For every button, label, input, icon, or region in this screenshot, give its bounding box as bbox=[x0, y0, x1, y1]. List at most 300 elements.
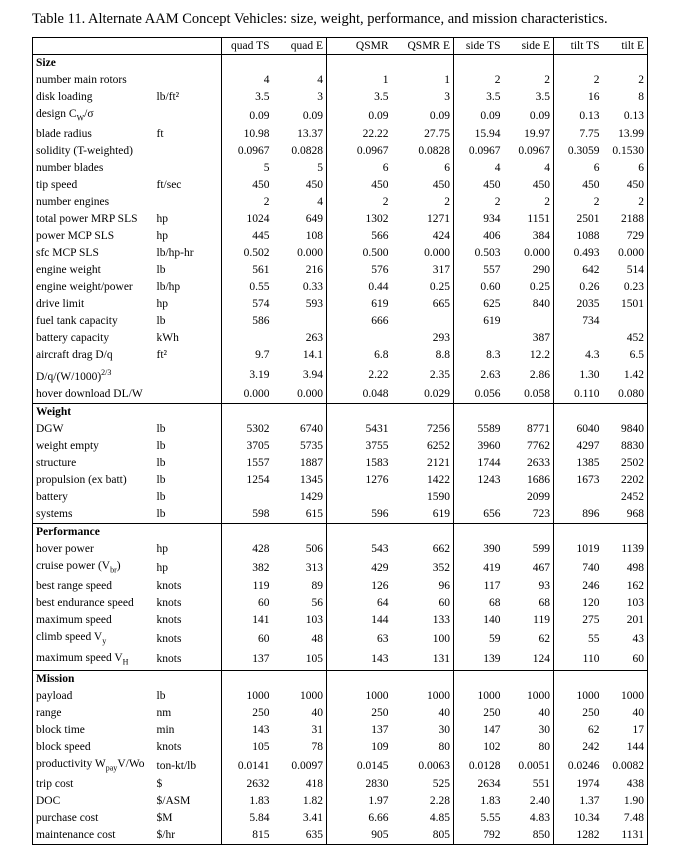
cell-qsmr: 0.048 bbox=[362, 388, 389, 401]
cell-tilt-e: 0.000 bbox=[603, 245, 648, 262]
cell-side-e: 387 bbox=[504, 330, 554, 347]
header-quad-e: quad E bbox=[273, 38, 327, 55]
row-label: best range speed bbox=[33, 578, 154, 595]
cell-side-e: 723 bbox=[504, 506, 554, 524]
cell-quad-ts: 1254 bbox=[246, 474, 270, 487]
table-row bbox=[33, 143, 648, 160]
row-label: range bbox=[33, 705, 154, 722]
table-row bbox=[33, 650, 648, 671]
cell-quad-ts: 574 bbox=[252, 298, 270, 311]
cell-qsmr: 0.0145 bbox=[356, 759, 389, 772]
section-cell bbox=[222, 671, 273, 689]
cell-side-ts: 8.3 bbox=[486, 349, 501, 362]
cell-qsmr: 1.97 bbox=[368, 795, 389, 808]
header-tilt-e: tilt E bbox=[603, 38, 648, 55]
cell-quad-ts: 1000 bbox=[246, 690, 270, 703]
cell-side-e: 3.5 bbox=[504, 89, 554, 106]
cell-side-e: 2.86 bbox=[504, 364, 554, 386]
cell-qsmr: 6.66 bbox=[368, 812, 389, 825]
cell-side-e: 40 bbox=[504, 705, 554, 722]
section-cell bbox=[327, 524, 392, 542]
cell-side-ts: 4 bbox=[494, 162, 501, 175]
row-unit: knots bbox=[154, 739, 222, 756]
cell-side-e: 62 bbox=[504, 629, 554, 649]
cell-qsmr: 0.0967 bbox=[356, 145, 389, 158]
cell-quad-e: 89 bbox=[273, 578, 327, 595]
cell-quad-ts: 382 bbox=[252, 561, 270, 574]
cell-qsmr-e: 1590 bbox=[392, 489, 454, 506]
cell-side-e: 599 bbox=[504, 541, 554, 558]
row-label: hover power bbox=[33, 541, 154, 558]
cell-qsmr-e: 8.8 bbox=[392, 347, 454, 364]
cell-tilt-e: 1131 bbox=[603, 827, 648, 845]
row-label: engine weight/power bbox=[33, 279, 154, 296]
cell-tilt-e: 40 bbox=[603, 705, 648, 722]
section-cell bbox=[327, 671, 392, 689]
cell-quad-ts: 598 bbox=[252, 508, 270, 521]
section-cell bbox=[222, 524, 273, 542]
cell-tilt-ts: 2035 bbox=[576, 298, 600, 311]
section-cell bbox=[554, 55, 603, 73]
cell-tilt-ts: 896 bbox=[582, 508, 600, 521]
cell-qsmr: 250 bbox=[371, 707, 389, 720]
section-cell bbox=[504, 671, 554, 689]
cell-quad-ts: 60 bbox=[258, 597, 270, 610]
cell-side-e: 1151 bbox=[504, 211, 554, 228]
row-unit: knots bbox=[154, 650, 222, 671]
cell-tilt-ts: 6 bbox=[593, 162, 600, 175]
cell-quad-ts: 0.000 bbox=[243, 388, 270, 401]
row-label: DGW bbox=[33, 421, 154, 438]
cell-qsmr: 576 bbox=[371, 264, 389, 277]
cell-quad-e: 4 bbox=[273, 72, 327, 89]
row-unit: $M bbox=[154, 810, 222, 827]
cell-qsmr-e: 7256 bbox=[392, 421, 454, 438]
cell-side-ts: 557 bbox=[483, 264, 501, 277]
cell-qsmr: 6.8 bbox=[374, 349, 389, 362]
row-label: sfc MCP SLS bbox=[33, 245, 154, 262]
cell-quad-e: 4 bbox=[273, 194, 327, 211]
cell-qsmr-e: 0.029 bbox=[392, 386, 454, 404]
cell-side-ts: 117 bbox=[483, 580, 501, 593]
cell-qsmr: 3755 bbox=[365, 440, 389, 453]
cell-qsmr-e: 27.75 bbox=[392, 126, 454, 143]
cell-side-ts: 2 bbox=[494, 74, 501, 86]
cell-qsmr: 0.500 bbox=[362, 247, 389, 260]
cell-qsmr: 1 bbox=[382, 74, 389, 86]
cell-quad-e: 6740 bbox=[273, 421, 327, 438]
cell-qsmr: 22.22 bbox=[362, 128, 389, 141]
row-unit: min bbox=[154, 722, 222, 739]
cell-side-ts: 656 bbox=[483, 508, 501, 521]
cell-tilt-ts: 1088 bbox=[576, 230, 600, 243]
cell-side-e: 2 bbox=[504, 72, 554, 89]
row-label: design $C_W/\sigma$ bbox=[33, 106, 154, 126]
cell-side-ts: 619 bbox=[483, 315, 501, 328]
cell-qsmr-e: 133 bbox=[392, 612, 454, 629]
table-row bbox=[33, 455, 648, 472]
cell-side-e: 80 bbox=[504, 739, 554, 756]
cell-qsmr-e: 60 bbox=[392, 595, 454, 612]
cell-quad-e: 635 bbox=[273, 827, 327, 845]
cell-side-ts: 0.503 bbox=[474, 247, 501, 260]
row-label: maximum speed bbox=[33, 612, 154, 629]
cell-tilt-ts: 120 bbox=[582, 597, 600, 610]
table-row bbox=[33, 438, 648, 455]
cell-side-ts bbox=[454, 330, 504, 347]
section-row-weight bbox=[33, 404, 648, 422]
cell-qsmr: 63 bbox=[377, 633, 389, 646]
row-label: DOC bbox=[33, 793, 154, 810]
cell-qsmr-e: 100 bbox=[392, 629, 454, 649]
row-unit: lb bbox=[154, 472, 222, 489]
cell-qsmr: 619 bbox=[371, 298, 389, 311]
section-cell bbox=[273, 404, 327, 422]
table-row bbox=[33, 106, 648, 126]
cell-qsmr: 2830 bbox=[365, 778, 389, 791]
header-side-ts: side TS bbox=[454, 38, 504, 55]
table-row bbox=[33, 595, 648, 612]
cell-tilt-ts: 55 bbox=[588, 633, 600, 646]
cell-qsmr-e: 0.09 bbox=[392, 106, 454, 126]
cell-tilt-e: 2188 bbox=[603, 211, 648, 228]
cell-quad-ts: 5 bbox=[263, 162, 270, 175]
cell-qsmr-e: 4.85 bbox=[392, 810, 454, 827]
cell-quad-e: 3.41 bbox=[273, 810, 327, 827]
row-unit: lb/hp bbox=[154, 279, 222, 296]
table-row bbox=[33, 629, 648, 649]
header-blank-unit bbox=[154, 38, 222, 55]
row-label: climb speed $V_y$ bbox=[33, 629, 154, 649]
cell-qsmr: 0.09 bbox=[368, 109, 389, 122]
cell-side-ts: 0.056 bbox=[474, 388, 501, 401]
table-row bbox=[33, 756, 648, 776]
table-row bbox=[33, 330, 648, 347]
cell-side-ts: 2.63 bbox=[480, 368, 501, 381]
cell-tilt-ts: 4.3 bbox=[585, 349, 600, 362]
cell-quad-ts: 3.5 bbox=[255, 91, 270, 103]
cell-side-e: 4 bbox=[504, 160, 554, 177]
cell-qsmr-e: 0.25 bbox=[392, 279, 454, 296]
cell-qsmr-e: 1422 bbox=[392, 472, 454, 489]
cell-quad-ts: 0.09 bbox=[249, 109, 270, 122]
cell-qsmr: 109 bbox=[371, 741, 389, 754]
row-unit: hp bbox=[154, 541, 222, 558]
cell-side-ts: 1243 bbox=[477, 474, 501, 487]
row-unit: lb bbox=[154, 455, 222, 472]
cell-tilt-e: 1000 bbox=[603, 688, 648, 705]
cell-side-ts: 5589 bbox=[477, 423, 501, 436]
section-cell bbox=[327, 404, 392, 422]
section-cell bbox=[154, 524, 222, 542]
cell-tilt-e: 103 bbox=[603, 595, 648, 612]
row-unit: knots bbox=[154, 595, 222, 612]
row-unit: kWh bbox=[154, 330, 222, 347]
row-unit: $/hr bbox=[154, 827, 222, 845]
cell-qsmr: 566 bbox=[371, 230, 389, 243]
row-unit bbox=[154, 160, 222, 177]
row-unit: knots bbox=[154, 612, 222, 629]
section-cell bbox=[327, 55, 392, 73]
cell-tilt-ts: 2501 bbox=[576, 213, 600, 226]
cell-tilt-ts: 1673 bbox=[576, 474, 600, 487]
cell-tilt-ts: 0.493 bbox=[573, 247, 600, 260]
cell-quad-ts: 428 bbox=[252, 543, 270, 556]
cell-qsmr-e: 2.28 bbox=[392, 793, 454, 810]
cell-quad-e: 450 bbox=[273, 177, 327, 194]
row-label: maximum speed $V_H$ bbox=[33, 650, 154, 671]
cell-quad-ts: 250 bbox=[252, 707, 270, 720]
cell-tilt-e: 0.080 bbox=[603, 386, 648, 404]
cell-side-e: 0.09 bbox=[504, 106, 554, 126]
cell-side-e: 30 bbox=[504, 722, 554, 739]
cell-qsmr: 450 bbox=[371, 179, 389, 192]
cell-quad-e: 108 bbox=[273, 228, 327, 245]
cell-quad-ts bbox=[222, 330, 273, 347]
cell-qsmr-e: 131 bbox=[392, 650, 454, 671]
cell-side-ts: 0.0128 bbox=[468, 759, 501, 772]
cell-quad-ts bbox=[222, 489, 273, 506]
row-unit: lb bbox=[154, 313, 222, 330]
table-row bbox=[33, 194, 648, 211]
cell-side-ts: 0.09 bbox=[480, 109, 501, 122]
cell-quad-e: 0.0097 bbox=[273, 756, 327, 776]
cell-tilt-ts: 246 bbox=[582, 580, 600, 593]
cell-qsmr: 137 bbox=[371, 724, 389, 737]
row-unit: lb bbox=[154, 688, 222, 705]
cell-side-e: 124 bbox=[504, 650, 554, 671]
cell-tilt-ts: 1019 bbox=[576, 543, 600, 556]
header-tilt-ts: tilt TS bbox=[554, 38, 603, 55]
cell-tilt-ts: 450 bbox=[582, 179, 600, 192]
cell-side-e bbox=[504, 313, 554, 330]
cell-side-ts: 1.83 bbox=[480, 795, 501, 808]
cell-tilt-e: 13.99 bbox=[603, 126, 648, 143]
cell-quad-ts: 1024 bbox=[246, 213, 270, 226]
cell-quad-e: 5735 bbox=[273, 438, 327, 455]
row-unit: hp bbox=[154, 558, 222, 578]
cell-quad-e: 14.1 bbox=[273, 347, 327, 364]
cell-quad-ts: 10.98 bbox=[243, 128, 270, 141]
cell-quad-ts: 119 bbox=[252, 580, 270, 593]
row-unit: ft² bbox=[154, 347, 222, 364]
cell-quad-e: 3 bbox=[273, 89, 327, 106]
cell-side-ts: 3960 bbox=[477, 440, 501, 453]
cell-tilt-e: 7.48 bbox=[603, 810, 648, 827]
row-label: trip cost bbox=[33, 776, 154, 793]
cell-qsmr: 2 bbox=[382, 196, 389, 209]
cell-tilt-ts: 242 bbox=[582, 741, 600, 754]
cell-side-ts bbox=[454, 489, 504, 506]
cell-quad-e: 1000 bbox=[273, 688, 327, 705]
cell-qsmr-e: 0.0828 bbox=[392, 143, 454, 160]
cell-quad-ts: 141 bbox=[252, 614, 270, 627]
cell-tilt-ts bbox=[554, 330, 603, 347]
table-row bbox=[33, 722, 648, 739]
row-label: number engines bbox=[33, 194, 154, 211]
cell-qsmr: 1302 bbox=[365, 213, 389, 226]
cell-tilt-ts: 1000 bbox=[576, 690, 600, 703]
header-qsmr: QSMR bbox=[327, 38, 392, 55]
row-label: fuel tank capacity bbox=[33, 313, 154, 330]
section-cell bbox=[392, 55, 454, 73]
table-row bbox=[33, 245, 648, 262]
cell-tilt-e: 6.5 bbox=[603, 347, 648, 364]
section-cell bbox=[273, 671, 327, 689]
cell-side-ts: 15.94 bbox=[474, 128, 501, 141]
cell-qsmr-e: 30 bbox=[392, 722, 454, 739]
cell-qsmr-e: 352 bbox=[392, 558, 454, 578]
header-quad-ts: quad TS bbox=[222, 38, 273, 55]
cell-quad-e: 615 bbox=[273, 506, 327, 524]
cell-tilt-e: 1139 bbox=[603, 541, 648, 558]
cell-side-ts: 0.0967 bbox=[468, 145, 501, 158]
cell-quad-e: 31 bbox=[273, 722, 327, 739]
cell-quad-ts: 2 bbox=[263, 196, 270, 209]
table-row bbox=[33, 228, 648, 245]
cell-quad-ts: 5302 bbox=[246, 423, 270, 436]
cell-tilt-e: 0.1530 bbox=[603, 143, 648, 160]
cell-quad-e: 506 bbox=[273, 541, 327, 558]
table-row bbox=[33, 810, 648, 827]
table-row bbox=[33, 827, 648, 845]
row-unit: hp bbox=[154, 296, 222, 313]
cell-qsmr-e: 1271 bbox=[392, 211, 454, 228]
cell-qsmr-e: 2.35 bbox=[392, 364, 454, 386]
cell-qsmr: 5431 bbox=[365, 423, 389, 436]
cell-tilt-e: 2 bbox=[603, 194, 648, 211]
cell-tilt-e: 452 bbox=[603, 330, 648, 347]
cell-tilt-ts: 62 bbox=[588, 724, 600, 737]
cell-side-e: 1000 bbox=[504, 688, 554, 705]
table-row bbox=[33, 612, 648, 629]
table-row bbox=[33, 279, 648, 296]
cell-side-ts: 5.55 bbox=[480, 812, 501, 825]
table-row bbox=[33, 364, 648, 386]
cell-quad-ts: 445 bbox=[252, 230, 270, 243]
cell-quad-ts: 60 bbox=[258, 633, 270, 646]
section-cell bbox=[603, 55, 648, 73]
data-table bbox=[32, 37, 648, 845]
row-unit bbox=[154, 106, 222, 126]
section-row-mission bbox=[33, 671, 648, 689]
row-unit bbox=[154, 386, 222, 404]
cell-side-e: 0.058 bbox=[504, 386, 554, 404]
section-cell bbox=[392, 524, 454, 542]
cell-quad-e: 216 bbox=[273, 262, 327, 279]
header-blank bbox=[33, 38, 154, 55]
cell-quad-e: 0.000 bbox=[273, 245, 327, 262]
cell-quad-ts: 0.0967 bbox=[237, 145, 270, 158]
section-row-size bbox=[33, 55, 648, 73]
cell-tilt-e: 2 bbox=[603, 72, 648, 89]
row-unit: knots bbox=[154, 629, 222, 649]
cell-qsmr: 3.5 bbox=[374, 91, 389, 103]
row-unit: ft bbox=[154, 126, 222, 143]
row-unit: ft/sec bbox=[154, 177, 222, 194]
table-row bbox=[33, 211, 648, 228]
cell-side-e: 1686 bbox=[504, 472, 554, 489]
table-row bbox=[33, 177, 648, 194]
row-label: block speed bbox=[33, 739, 154, 756]
cell-quad-ts: 137 bbox=[252, 653, 270, 666]
cell-tilt-ts: 6040 bbox=[576, 423, 600, 436]
row-unit bbox=[154, 143, 222, 160]
cell-side-ts: 0.60 bbox=[480, 281, 501, 294]
cell-quad-ts: 2632 bbox=[246, 778, 270, 791]
row-label: block time bbox=[33, 722, 154, 739]
cell-quad-ts: 450 bbox=[252, 179, 270, 192]
cell-quad-e: 103 bbox=[273, 612, 327, 629]
cell-side-e: 551 bbox=[504, 776, 554, 793]
cell-qsmr: 2.22 bbox=[368, 368, 389, 381]
cell-side-e: 0.25 bbox=[504, 279, 554, 296]
cell-tilt-ts: 2 bbox=[593, 196, 600, 209]
section-cell bbox=[554, 404, 603, 422]
section-cell bbox=[273, 55, 327, 73]
cell-qsmr-e: 2 bbox=[392, 194, 454, 211]
cell-tilt-ts: 275 bbox=[582, 614, 600, 627]
cell-side-e: 850 bbox=[504, 827, 554, 845]
table-row bbox=[33, 739, 648, 756]
row-unit: lb bbox=[154, 506, 222, 524]
row-label: weight empty bbox=[33, 438, 154, 455]
section-cell bbox=[504, 524, 554, 542]
row-label: engine weight bbox=[33, 262, 154, 279]
cell-side-e: 0.0051 bbox=[504, 756, 554, 776]
cell-tilt-e: 729 bbox=[603, 228, 648, 245]
cell-side-e: 19.97 bbox=[504, 126, 554, 143]
cell-quad-ts: 0.55 bbox=[249, 281, 270, 294]
row-unit: $ bbox=[154, 776, 222, 793]
cell-tilt-e: 0.13 bbox=[603, 106, 648, 126]
cell-qsmr: 1000 bbox=[365, 690, 389, 703]
cell-side-ts: 792 bbox=[454, 827, 504, 845]
cell-qsmr: 0.44 bbox=[368, 281, 389, 294]
cell-side-ts: 390 bbox=[483, 543, 501, 556]
cell-quad-ts: 0.0141 bbox=[237, 759, 270, 772]
cell-qsmr: 6 bbox=[382, 162, 389, 175]
cell-quad-ts: 561 bbox=[252, 264, 270, 277]
row-label: payload bbox=[33, 688, 154, 705]
cell-qsmr-e: 3 bbox=[392, 89, 454, 106]
cell-side-e: 68 bbox=[504, 595, 554, 612]
cell-qsmr-e: 317 bbox=[392, 262, 454, 279]
section-cell bbox=[603, 671, 648, 689]
cell-qsmr-e: 293 bbox=[392, 330, 454, 347]
cell-tilt-e: 514 bbox=[603, 262, 648, 279]
section-cell bbox=[154, 671, 222, 689]
cell-tilt-e: 60 bbox=[603, 650, 648, 671]
section-cell bbox=[504, 404, 554, 422]
row-label: blade radius bbox=[33, 126, 154, 143]
cell-qsmr bbox=[327, 489, 392, 506]
section-cell bbox=[154, 404, 222, 422]
cell-tilt-e: 43 bbox=[603, 629, 648, 649]
section-cell bbox=[222, 55, 273, 73]
cell-qsmr-e: 662 bbox=[392, 541, 454, 558]
cell-tilt-ts: 0.26 bbox=[579, 281, 600, 294]
cell-qsmr bbox=[327, 330, 392, 347]
cell-tilt-ts: 1385 bbox=[576, 457, 600, 470]
cell-side-e: 2.40 bbox=[504, 793, 554, 810]
cell-tilt-ts: 740 bbox=[582, 561, 600, 574]
section-cell bbox=[454, 55, 504, 73]
table-row bbox=[33, 89, 648, 106]
cell-tilt-e: 1.42 bbox=[603, 364, 648, 386]
cell-qsmr-e: 619 bbox=[392, 506, 454, 524]
row-unit: $/ASM bbox=[154, 793, 222, 810]
